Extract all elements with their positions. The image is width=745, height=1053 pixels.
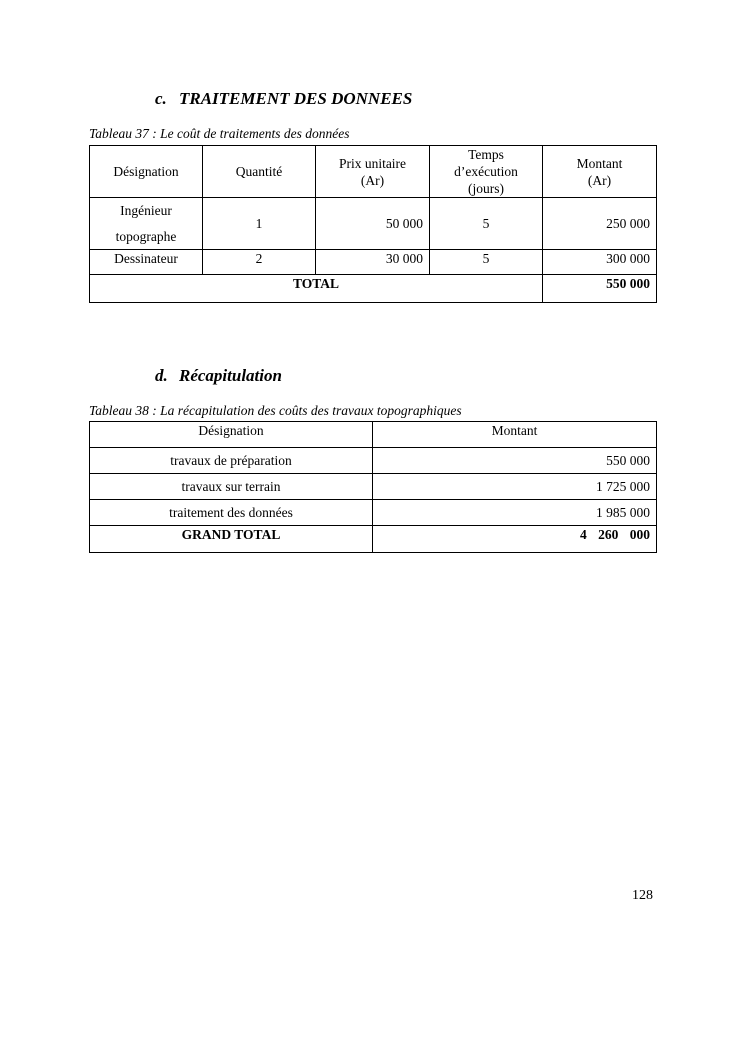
cell-temps: 5 — [430, 198, 543, 250]
cell-designation: travaux sur terrain — [90, 474, 373, 500]
cell-prix: 50 000 — [316, 198, 430, 250]
cell-temps: 5 — [430, 250, 543, 275]
header-montant — [543, 146, 657, 198]
header-text: (Ar) — [587, 172, 612, 188]
cell-text: topographe — [115, 229, 177, 244]
header-designation: Désignation — [90, 422, 373, 448]
header-prix-unitaire — [316, 146, 430, 198]
cell-designation: traitement des données — [90, 500, 373, 526]
table-38-caption: Tableau 38 : La récapitulation des coûts des travaux topographiques — [89, 403, 462, 418]
cell-designation: travaux de préparation — [90, 448, 373, 474]
cell-text: Ingénieur — [120, 203, 172, 218]
page-number: 128 — [632, 888, 653, 903]
total-row — [90, 275, 657, 303]
grand-total-value: 4 260 000 — [373, 526, 657, 553]
cell-montant: 250 000 — [543, 198, 657, 250]
grand-total-label: GRAND TOTAL — [90, 526, 373, 553]
header-text: d’exécution — [454, 164, 518, 179]
header-temps — [430, 146, 543, 198]
section-title: Récapitulation — [179, 366, 282, 385]
cell-designation — [90, 198, 203, 250]
header-text: Prix unitaire — [338, 155, 407, 171]
total-label: TOTAL — [90, 275, 543, 303]
table-row — [90, 250, 657, 275]
table-37 — [89, 145, 657, 303]
cell-quantite: 2 — [203, 250, 316, 275]
total-value: 550 000 — [543, 275, 657, 303]
cell-designation: Dessinateur — [90, 250, 203, 275]
table-row — [90, 500, 657, 526]
section-heading-d — [155, 366, 282, 386]
header-text: (jours) — [468, 181, 504, 196]
header-text: Montant — [576, 155, 623, 171]
header-quantite: Quantité — [203, 146, 316, 198]
cell-quantite: 1 — [203, 198, 316, 250]
cell-prix: 30 000 — [316, 250, 430, 275]
table-row — [90, 474, 657, 500]
section-title: TRAITEMENT DES DONNEES — [179, 89, 413, 108]
cell-montant: 300 000 — [543, 250, 657, 275]
table-row — [90, 198, 657, 250]
table-row — [90, 448, 657, 474]
cell-montant: 1 725 000 — [373, 474, 657, 500]
section-number: d. — [155, 366, 168, 385]
header-designation: Désignation — [90, 146, 203, 198]
table-37-caption: Tableau 37 : Le coût de traitements des données — [89, 126, 350, 141]
header-text: Temps — [468, 147, 504, 162]
header-montant: Montant — [373, 422, 657, 448]
table-38 — [89, 421, 657, 553]
section-number: c. — [155, 89, 167, 108]
cell-montant: 550 000 — [373, 448, 657, 474]
grand-total-row — [90, 526, 657, 553]
cell-montant: 1 985 000 — [373, 500, 657, 526]
table-header-row — [90, 422, 657, 448]
section-heading-c — [155, 89, 412, 109]
table-header-row — [90, 146, 657, 198]
header-text: (Ar) — [360, 172, 385, 188]
